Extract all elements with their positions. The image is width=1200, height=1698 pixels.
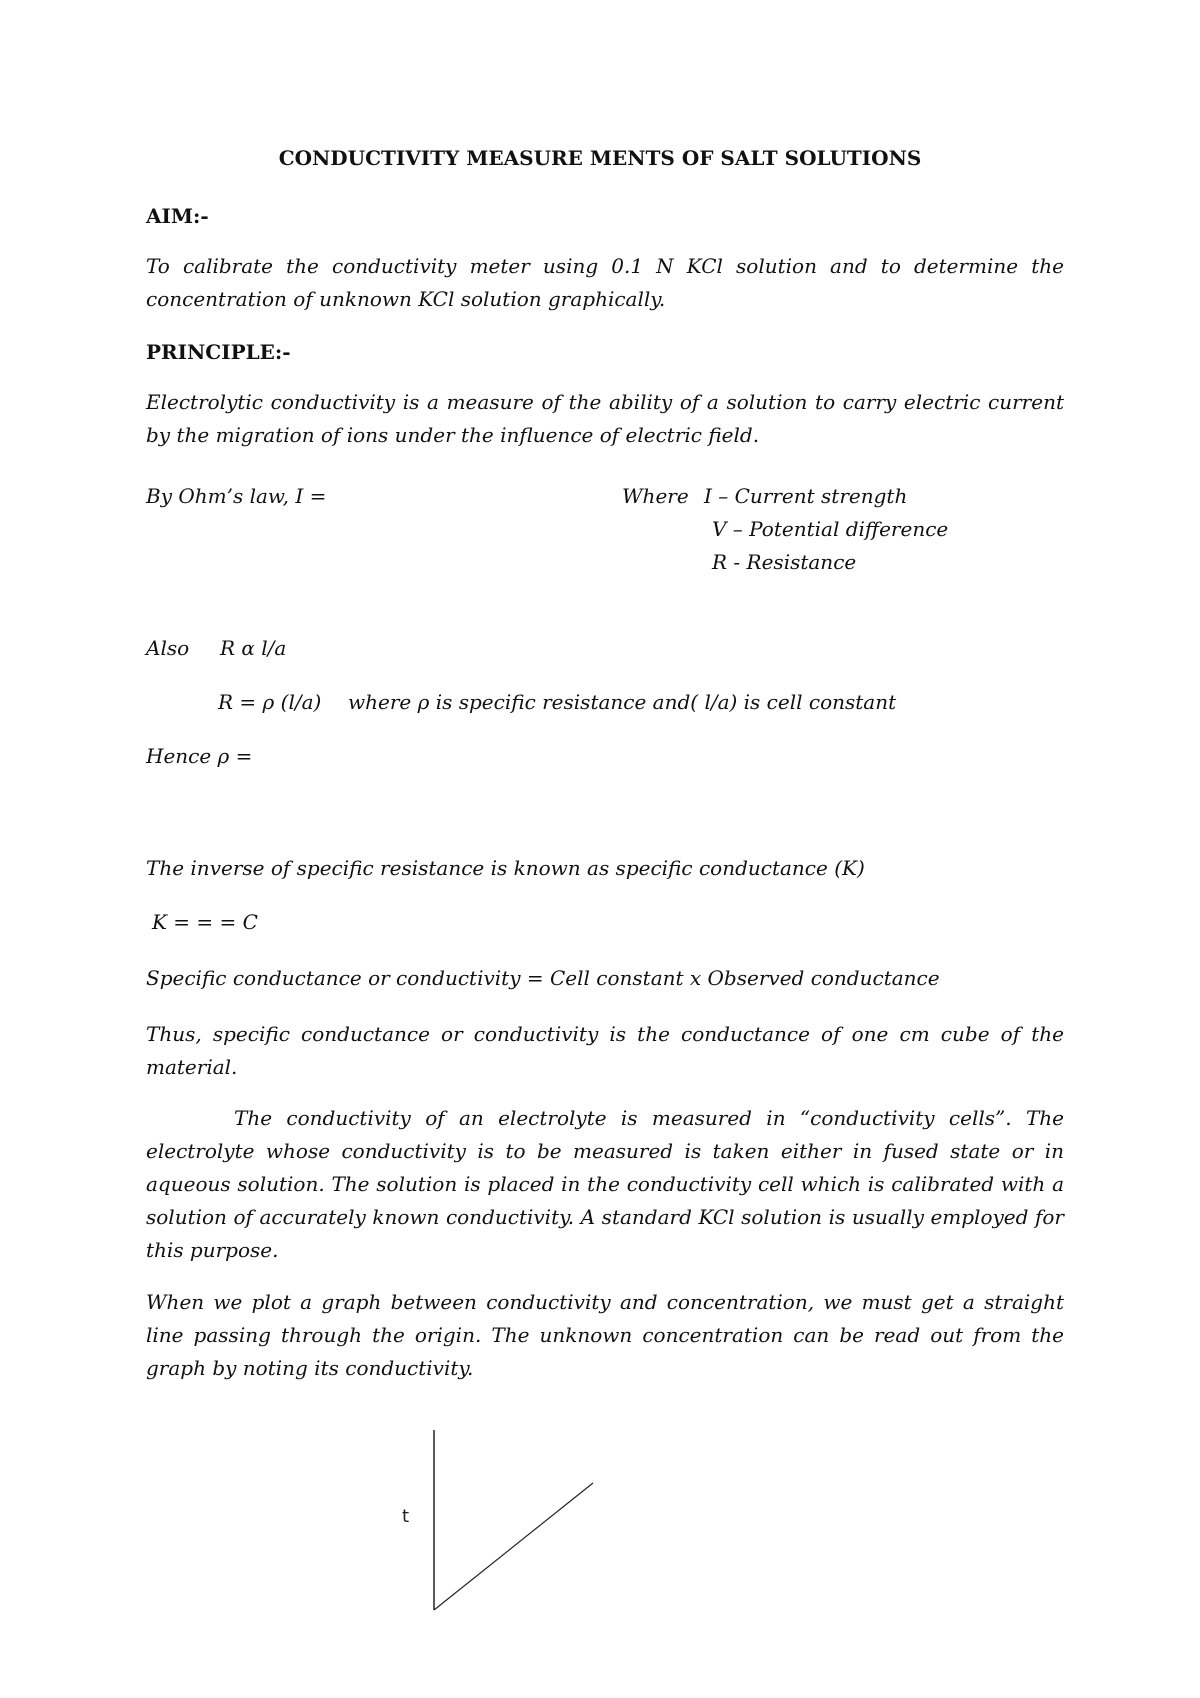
conductivity-graph	[380, 1430, 600, 1634]
ohm-current-definition: I – Current strength	[704, 484, 908, 508]
ohm-where-label: Where	[622, 484, 689, 508]
ohm-resistance-definition: R - Resistance	[712, 550, 857, 574]
aim-text: To calibrate the conductivity meter using 0.1 N KCl solution and to determine the concentration of unknown KCl solution graphically.	[146, 254, 1064, 311]
inverse-statement: The inverse of specific resistance is known as specific conductance (K)	[146, 856, 865, 880]
resistance-equation-explanation: where ρ is specific resistance and( l/a) is cell constant	[348, 690, 897, 714]
resistance-equation: R = ρ (l/a)	[218, 690, 322, 714]
also-label: Also	[146, 636, 190, 660]
ohm-law-lhs: By Ohm’s law, I =	[146, 484, 327, 508]
page-title: CONDUCTIVITY MEASURE MENTS OF SALT SOLUTIONS	[278, 146, 922, 170]
proportionality-expression: R α l/a	[220, 636, 287, 660]
conductance-equation: K = = = C	[152, 910, 258, 934]
conductivity-graph-svg	[380, 1430, 600, 1630]
ohm-voltage-definition: V – Potential difference	[712, 517, 949, 541]
thus-paragraph: Thus, specific conductance or conductivity is the conductance of one cm cube of the material.	[146, 1022, 1064, 1079]
conductivity-cells-paragraph: The conductivity of an electrolyte is measured in “conductivity cells”. The electrolyte whose conductivity is to be measured is taken either in fused state or in aqueous solution. The solution is placed in the conductivity cell which is calibrated with a solution of accurately known conductivity. A standard KCl solution is usually employed for this purpose.	[146, 1106, 1064, 1262]
graph-explanation-paragraph: When we plot a graph between conductivity and concentration, we must get a straight line passing through the origin. The unknown concentration can be read out from the graph by noting its conductivity.	[146, 1290, 1064, 1380]
principle-heading: PRINCIPLE:-	[146, 340, 291, 364]
graph-axis-mark: t	[402, 1506, 410, 1527]
hence-rho-equation: Hence ρ =	[146, 744, 253, 768]
specific-conductance-equation: Specific conductance or conductivity = Cell constant x Observed conductance	[146, 966, 940, 990]
graph-plot-line	[434, 1483, 593, 1610]
principle-text: Electrolytic conductivity is a measure of the ability of a solution to carry electric current by the migration of ions under the influence of electric field.	[146, 390, 1064, 447]
aim-heading: AIM:-	[146, 204, 209, 228]
